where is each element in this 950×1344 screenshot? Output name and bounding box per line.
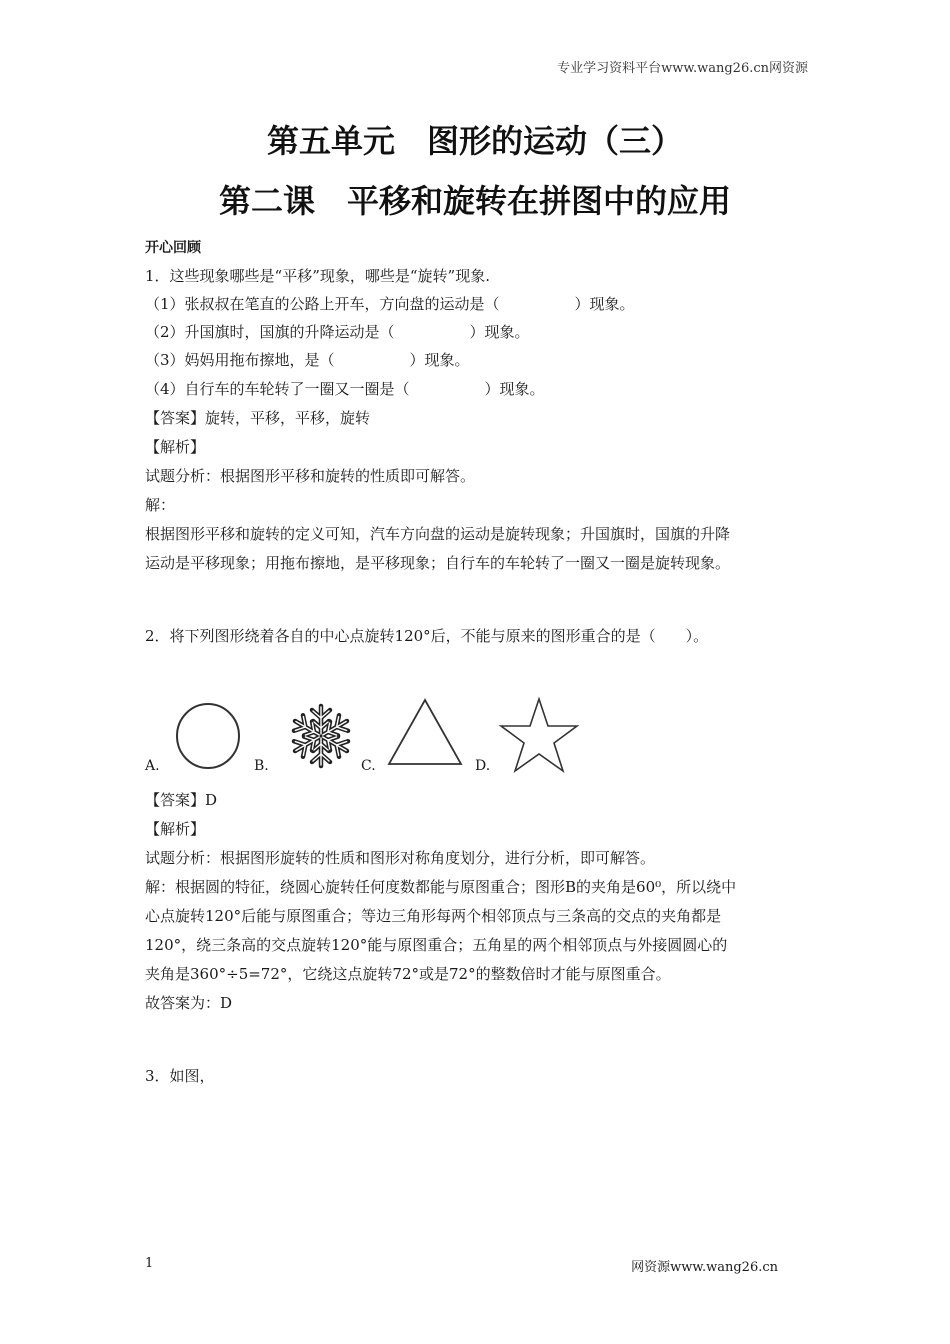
q1-solution-line-2: 运动是平移现象；用拖布擦地，是平移现象；自行车的车轮转了一圈又一圈是旋转现象。	[145, 554, 731, 572]
unit-title: 第五单元 图形的运动（三）	[266, 122, 683, 160]
q2-analysis: 试题分析：根据图形旋转的性质和图形对称角度划分，进行分析，即可解答。	[145, 849, 656, 867]
section-heading: 开心回顾	[145, 240, 201, 256]
q2-solution-line-3: 120°，绕三条高的交点旋转120°能与原图重合；五角星的两个相邻顶点与外接圆圆心的	[145, 936, 728, 954]
q1-answer: 【答案】旋转，平移，平移，旋转	[145, 409, 371, 427]
q2-solution-line-2: 心点旋转120°后能与原图重合；等边三角形每两个相邻顶点与三条高的交点的夹角都是	[145, 907, 722, 925]
q1-solution-label: 解：	[145, 496, 176, 514]
option-c-label: C.	[361, 758, 376, 774]
q1-item-4: （4）自行车的车轮转了一圈又一圈是（ ）现象。	[145, 380, 545, 398]
page-number: 1	[145, 1256, 154, 1271]
q1-analysis-label: 【解析】	[145, 438, 206, 456]
q2-answer: 【答案】D	[145, 791, 218, 809]
option-a-label: A.	[145, 758, 160, 774]
circle-figure	[170, 700, 246, 772]
page-header: 专业学习资料平台www.wang26.cn网资源	[557, 61, 808, 76]
q2-conclusion: 故答案为：D	[145, 994, 233, 1012]
footer-site: 网资源www.wang26.cn	[631, 1260, 778, 1275]
q3-stem: 3．如图，	[145, 1067, 215, 1085]
star-figure	[497, 696, 581, 774]
q2-solution-line-1: 解：根据圆的特征，绕圆心旋转任何度数都能与原图重合；图形B的夹角是60⁰，所以绕中	[145, 878, 737, 896]
option-b-label: B.	[254, 758, 269, 774]
snowflake-figure	[285, 700, 357, 772]
triangle-figure	[385, 696, 465, 768]
q1-item-2: （2）升国旗时，国旗的升降运动是（ ）现象。	[145, 323, 530, 341]
q2-stem: 2．将下列图形绕着各自的中心点旋转120°后，不能与原来的图形重合的是（ ）。	[145, 627, 709, 645]
lesson-title: 第二课 平移和旋转在拼图中的应用	[218, 182, 731, 220]
option-d-label: D.	[475, 758, 491, 774]
q1-solution-line-1: 根据图形平移和旋转的定义可知，汽车方向盘的运动是旋转现象；升国旗时，国旗的升降	[145, 525, 731, 543]
q1-item-3: （3）妈妈用拖布擦地，是（ ）现象。	[145, 351, 470, 369]
q2-solution-line-4: 夹角是360°÷5=72°，它绕这点旋转72°或是72°的整数倍时才能与原图重合。	[145, 965, 671, 983]
q1-item-1: （1）张叔叔在笔直的公路上开车，方向盘的运动是（ ）现象。	[145, 295, 635, 313]
q2-analysis-label: 【解析】	[145, 820, 206, 838]
q1-stem: 1．这些现象哪些是“平移”现象，哪些是“旋转”现象.	[145, 267, 490, 285]
q1-analysis: 试题分析：根据图形平移和旋转的性质即可解答。	[145, 467, 476, 485]
